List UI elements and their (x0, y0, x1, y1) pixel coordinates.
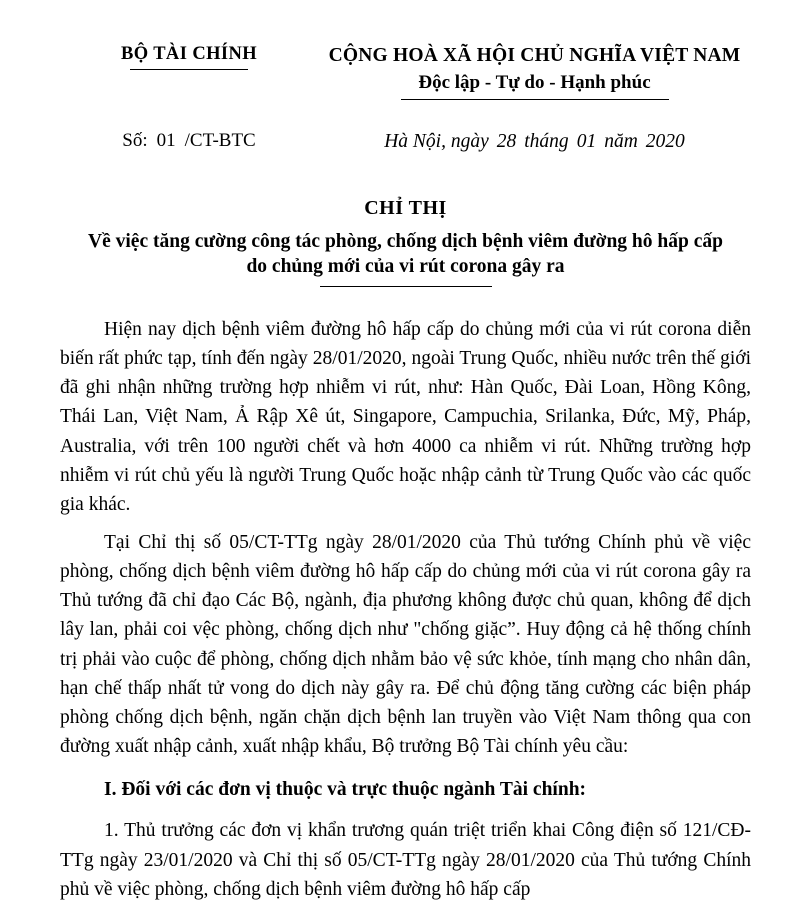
document-title-block (60, 196, 751, 287)
document-subheader (60, 130, 751, 153)
document-number-suffix: /CT-BTC (184, 130, 256, 152)
national-heading-block (318, 44, 751, 100)
place-prefix: Hà Nội, ngày (384, 131, 489, 153)
issuing-organization-block (60, 44, 318, 70)
document-body (60, 315, 751, 904)
year-label: năm (604, 131, 638, 153)
body-paragraph: Hiện nay dịch bệnh viêm đường hô hấp cấp do chủng mới của vi rút corona diễn biến rất phức tạp, tính đến ngày 28/01/2020, ngoài Trung Quốc, nhiều nước trên thế giới đã ghi nhận những trường hợp nhiễm vi rút, như: Hàn Quốc, Đài Loan, Hồng Kông, Thái Lan, Việt Nam, Ả Rập Xê út, Singapore, Campuchia, Srilanka, Đức, Mỹ, Pháp, Australia, với trên 100 người chết và hơn 4000 ca nhiễm vi rút. Những trường hợp nhiễm vi rút chủ yếu là người Trung Quốc hoặc nhập cảnh từ Trung Quốc vào các quốc gia khác. (60, 319, 751, 515)
document-number-value: 01 (156, 130, 176, 152)
national-motto: Độc lập - Tự do - Hạnh phúc (418, 72, 651, 94)
title-underline-rule (320, 286, 492, 287)
document-number-block (60, 130, 318, 153)
document-number-label: Số: (122, 130, 148, 152)
document-type-heading: CHỈ THỊ (364, 196, 447, 219)
motto-underline-rule (401, 99, 669, 100)
place-and-date-block (318, 130, 751, 153)
section-heading-i: I. Đối với các đơn vị thuộc và trực thuộc ngành Tài chính: (104, 779, 587, 801)
numbered-item-1: 1. Thủ trưởng các đơn vị khẩn trương quán triệt triển khai Công điện số 121/CĐ-TTg ngày 23/01/2020 và Chỉ thị số 05/CT-TTg ngày 28/01/2020 của Thủ tướng Chính phủ về việc phòng, chống dịch bệnh viêm đường hô hấp cấp (60, 820, 751, 900)
organization-underline-rule (130, 69, 248, 70)
document-subject-heading: Về việc tăng cường công tác phòng, chống dịch bệnh viêm đường hô hấp cấp do chủng mới của vi rút corona gây ra (88, 230, 723, 278)
document-masthead (60, 0, 751, 100)
date-day: 28 (496, 131, 517, 153)
country-name: CỘNG HOÀ XÃ HỘI CHỦ NGHĨA VIỆT NAM (328, 45, 741, 66)
issuing-organization-name: BỘ TÀI CHÍNH (120, 44, 258, 64)
month-label: tháng (524, 131, 569, 153)
date-month: 01 (576, 131, 597, 153)
date-year: 2020 (645, 131, 685, 153)
body-paragraph: Tại Chỉ thị số 05/CT-TTg ngày 28/01/2020 của Thủ tướng Chính phủ về việc phòng, chống dịch bệnh viêm đường hô hấp cấp do chủng mới của vi rút corona gây ra Thủ tướng đã chỉ đạo Các Bộ, ngành, địa phương không được chủ quan, không để dịch lây lan, phải coi vệc phòng, chống dịch như "chống giặc”. Huy động cả hệ thống chính trị phải vào cuộc để phòng, chống dịch nhằm bảo vệ sức khỏe, tính mạng cho nhân dân, hạn chế thấp nhất tử vong do dịch này gây ra. Để chủ động tăng cường các biện pháp phòng chống dịch bệnh, ngăn chặn dịch bệnh lan truyền vào Việt Nam thông qua con đường xuất nhập cảnh, xuất nhập khẩu, Bộ trưởng Bộ Tài chính yêu cầu: (60, 531, 751, 757)
